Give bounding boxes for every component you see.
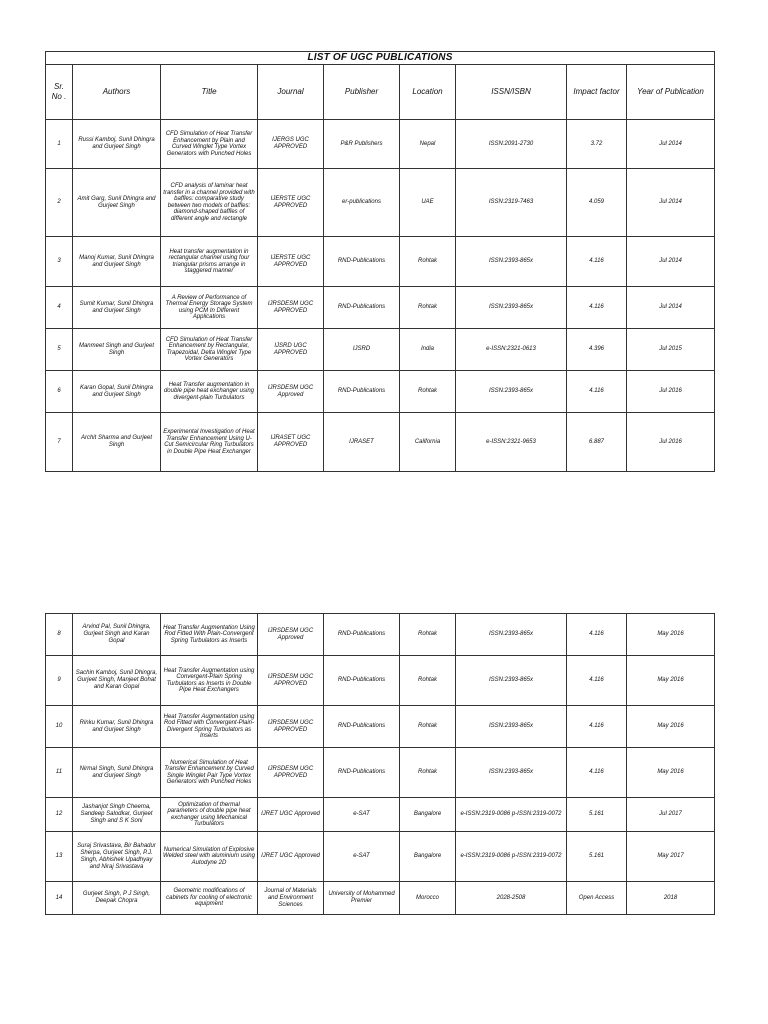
table-row [46,413,715,472]
cell-year: Jul 2016 [627,413,715,472]
header-journal: Journal [258,65,324,120]
cell-publisher: RND-Publications [324,287,400,329]
cell-year: 2018 [627,882,715,915]
cell-title: Experimental Investigation of Heat Transfer Enhancement Using U-Cut Semicircular Ring Turbulators in Double Pipe Heat Exchanger [161,413,258,472]
cell-location: India [400,329,456,371]
cell-authors: Manmeet Singh and Gurjeet Singh [73,329,161,371]
cell-publisher: e-SAT [324,832,400,882]
header-impact: Impact factor [567,65,627,120]
cell-title: Heat Transfer augmentation in double pipe heat exchanger using divergent-plain Turbulators [161,371,258,413]
cell-publisher: IJSRD [324,329,400,371]
cell-issn: e-ISSN:2319-0086 p-ISSN:2319-0072 [456,832,567,882]
header-authors: Authors [73,65,161,120]
cell-sr: 10 [46,706,73,748]
cell-impact: 4.116 [567,614,627,656]
header-publisher: Publisher [324,65,400,120]
cell-year: Jul 2015 [627,329,715,371]
cell-location: UAE [400,169,456,237]
cell-publisher: P&R Publishers [324,120,400,169]
publications-table-part2 [45,613,715,915]
cell-publisher: RND-Publications [324,748,400,798]
cell-impact: 4.116 [567,287,627,329]
cell-sr: 5 [46,329,73,371]
cell-sr: 4 [46,287,73,329]
cell-location: Rohtak [400,371,456,413]
table-row [46,798,715,832]
table-row [46,120,715,169]
cell-issn: ISSN:2319-7463 [456,169,567,237]
cell-location: Bangalore [400,798,456,832]
cell-authors: Amit Garg, Sunil Dhingra and Gurjeet Singh [73,169,161,237]
cell-title: Heat Transfer Augmentation Using Rod Fitted With Plain-Convergent Spring Turbulators as Inserts [161,614,258,656]
cell-sr: 7 [46,413,73,472]
table-row [46,882,715,915]
cell-title: Geometric modifications of cabinets for cooling of electronic equipment [161,882,258,915]
header-issn: ISSN/ISBN [456,65,567,120]
cell-year: Jul 2017 [627,798,715,832]
cell-journal: Journal of Materials and Environment Sciences [258,882,324,915]
cell-year: Jul 2014 [627,120,715,169]
publications-table-part1 [45,51,715,472]
cell-year: Jul 2014 [627,169,715,237]
cell-issn: e-ISSN:2321-0613 [456,329,567,371]
cell-sr: 12 [46,798,73,832]
cell-title: CFD Simulation of Heat Transfer Enhancement by Plain and Curved Winglet Type Vortex Generators with Punched Holes [161,120,258,169]
cell-issn: e-ISSN:2319-0086 p-ISSN:2319-0072 [456,798,567,832]
cell-journal: IJRSDESM UGC APPROVED [258,287,324,329]
header-row [46,65,715,120]
cell-impact: 6.887 [567,413,627,472]
cell-authors: Russi Kamboj, Sunil Dhingra and Gurjeet Singh [73,120,161,169]
cell-journal: IJSRD UGC APPROVED [258,329,324,371]
cell-publisher: IJRASET [324,413,400,472]
cell-publisher: RND-Publications [324,706,400,748]
cell-sr: 11 [46,748,73,798]
cell-journal: IJRSDESM UGC APPROVED [258,706,324,748]
cell-issn: ISSN:2393-865x [456,748,567,798]
cell-year: May 2016 [627,656,715,706]
cell-authors: Nirmal Singh, Sunil Dhingra and Gurjeet Singh [73,748,161,798]
cell-location: Nepal [400,120,456,169]
cell-journal: IJRSDESM UGC APPROVED [258,656,324,706]
table-row [46,237,715,287]
cell-impact: 5.161 [567,798,627,832]
cell-location: California [400,413,456,472]
cell-publisher: RND-Publications [324,237,400,287]
cell-location: Rohtak [400,614,456,656]
cell-publisher: er-publications [324,169,400,237]
cell-location: Bangalore [400,832,456,882]
cell-location: Rohtak [400,287,456,329]
cell-impact: 5.161 [567,832,627,882]
cell-authors: Sumit Kumar, Sunil Dhingra and Gurjeet Singh [73,287,161,329]
cell-location: Rohtak [400,748,456,798]
cell-authors: Suraj Srivastava, Bir Bahadur Sherpa, Gurjeet Singh, P.J. Singh, Abhishek Upadhyay and Niraj Srivastava [73,832,161,882]
cell-year: May 2016 [627,614,715,656]
cell-title: Heat Transfer Augmentation using Rod Fitted with Convergent-Plain-Divergent Spring Turbulators as Inserts [161,706,258,748]
cell-journal: IJRET UGC Approved [258,798,324,832]
cell-sr: 2 [46,169,73,237]
cell-issn: 2028-2508 [456,882,567,915]
cell-year: Jul 2014 [627,287,715,329]
cell-impact: 4.116 [567,371,627,413]
cell-journal: IJRASET UGC APPROVED [258,413,324,472]
table-row [46,832,715,882]
cell-issn: ISSN:2393-865x [456,614,567,656]
cell-journal: IJRSDESM UGC Approved [258,371,324,413]
table-row [46,169,715,237]
cell-title: Numerical Simulation of Heat Transfer Enhancement by Curved Single Winglet Pair Type Vortex Generators with Punched Holes [161,748,258,798]
header-year: Year of Publication [627,65,715,120]
cell-title: CFD Simulation of Heat Transfer Enhancement by Rectangular, Trapezoidal, Delta Winglet Type Vortex Generators [161,329,258,371]
cell-title: CFD analysis of laminar heat transfer in a channel provided with baffles: comparative study between two models of baffles: diamond-shaped baffles of different angle and rectangle [161,169,258,237]
table-row [46,287,715,329]
cell-publisher: University of Mohammed Premier [324,882,400,915]
cell-journal: IJERSTE UGC APPROVED [258,169,324,237]
cell-impact: Open Access [567,882,627,915]
cell-sr: 8 [46,614,73,656]
cell-impact: 4.396 [567,329,627,371]
table-row [46,656,715,706]
cell-issn: ISSN:2393-865x [456,237,567,287]
header-title: Title [161,65,258,120]
cell-authors: Karan Gopal, Sunil Dhingra and Gurjeet Singh [73,371,161,413]
cell-year: Jul 2014 [627,237,715,287]
cell-journal: IJERSTE UGC APPROVED [258,237,324,287]
cell-sr: 6 [46,371,73,413]
cell-authors: Jashanjot Singh Cheema, Sandeep Salodkar, Gurjeet Singh and S K Soni [73,798,161,832]
cell-impact: 4.116 [567,237,627,287]
cell-title: Heat Transfer Augmentation using Convergent-Plain Spring Turbulators as Inserts in Double Pipe Heat Exchangers [161,656,258,706]
cell-authors: Sachin Kamboj, Sunil Dhingra, Gurjeet Singh, Manjeet Bohat and Karan Gopal [73,656,161,706]
header-sr: Sr. No . [46,65,73,120]
cell-publisher: RND-Publications [324,371,400,413]
cell-impact: 4.116 [567,656,627,706]
cell-issn: ISSN:2393-865x [456,656,567,706]
cell-sr: 13 [46,832,73,882]
cell-publisher: RND-Publications [324,656,400,706]
table-row [46,329,715,371]
table-row [46,371,715,413]
cell-year: May 2017 [627,832,715,882]
cell-issn: ISSN:2393-865x [456,371,567,413]
cell-publisher: e-SAT [324,798,400,832]
cell-year: May 2016 [627,748,715,798]
cell-journal: IJRSDESM UGC Approved [258,614,324,656]
cell-authors: Manoj Kumar, Sunil Dhingra and Gurjeet Singh [73,237,161,287]
cell-authors: Gurjeet Singh, P J Singh, Deepak Chopra [73,882,161,915]
cell-year: Jul 2016 [627,371,715,413]
cell-title: A Review of Performance of Thermal Energy Storage System using PCM In Different Applications [161,287,258,329]
cell-issn: ISSN:2393-865x [456,287,567,329]
cell-location: Morocco [400,882,456,915]
cell-impact: 4.116 [567,748,627,798]
cell-impact: 3.72 [567,120,627,169]
cell-title: Heat transfer augmentation in rectangular channel using four triangular prisms arrange in staggered manner [161,237,258,287]
cell-issn: ISSN:2091-2730 [456,120,567,169]
cell-journal: IJERGS UGC APPROVED [258,120,324,169]
table-row [46,614,715,656]
cell-authors: Rinku Kumar, Sunil Dhingra and Gurjeet Singh [73,706,161,748]
cell-impact: 4.059 [567,169,627,237]
table-title: LIST OF UGC PUBLICATIONS [46,52,715,65]
cell-year: May 2016 [627,706,715,748]
cell-sr: 1 [46,120,73,169]
cell-location: Rohtak [400,706,456,748]
cell-location: Rohtak [400,656,456,706]
table-row [46,706,715,748]
cell-sr: 14 [46,882,73,915]
cell-sr: 9 [46,656,73,706]
cell-publisher: RND-Publications [324,614,400,656]
cell-authors: Arvind Pal, Sunil Dhingra, Gurjeet Singh and Karan Gopal [73,614,161,656]
cell-journal: IJRSDESM UGC APPROVED [258,748,324,798]
header-location: Location [400,65,456,120]
cell-issn: ISSN:2393-865x [456,706,567,748]
table-row [46,748,715,798]
cell-sr: 3 [46,237,73,287]
cell-authors: Archit Sharma and Gurjeet Singh [73,413,161,472]
cell-journal: IJRET UGC Approved [258,832,324,882]
cell-issn: e-ISSN:2321-9653 [456,413,567,472]
cell-title: Optimization of thermal parameters of double pipe heat exchanger using Mechanical Turbulators [161,798,258,832]
cell-title: Numerical Simulation of Explosive Welded steel with aluminium using Autodyne 2D [161,832,258,882]
cell-impact: 4.116 [567,706,627,748]
cell-location: Rohtak [400,237,456,287]
